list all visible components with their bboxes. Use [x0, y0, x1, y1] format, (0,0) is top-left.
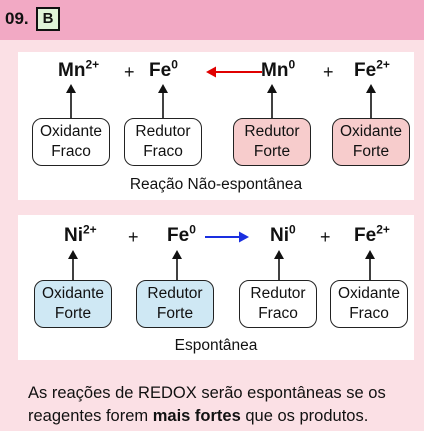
species-fe0: Fe$^0$: [149, 57, 178, 81]
species-ni2plus: $Ni^{2+}$: [64, 222, 97, 246]
label-box-weak-oxidant: Oxidante Fraco: [32, 118, 110, 166]
up-arrow-icon: [66, 250, 80, 280]
plus-sign: +: [323, 62, 334, 82]
plus-sign: +: [320, 227, 331, 247]
caption-spontaneous: Espontânea: [174, 337, 258, 354]
reaction-arrow-left: [206, 65, 264, 79]
reaction-arrow-right: [205, 230, 249, 244]
label-box-weak-oxidant: Oxidante Fraco: [330, 280, 408, 328]
reaction-panel-spontaneous: [18, 215, 414, 360]
label-box-strong-reductant: Redutor Forte: [233, 118, 311, 166]
label-box-weak-reductant: Redutor Fraco: [239, 280, 317, 328]
label-box-strong-oxidant: Oxidante Forte: [34, 280, 112, 328]
reaction-panel-nonspontaneous: [18, 52, 414, 200]
label-box-strong-oxidant: Oxidante Forte: [332, 118, 410, 166]
up-arrow-icon: [272, 250, 286, 280]
emphasis-text: mais fortes: [152, 407, 241, 425]
up-arrow-icon: [363, 250, 377, 280]
plus-sign: +: [124, 62, 135, 82]
species-mn2plus: $Mn^{2+}$: [58, 57, 100, 81]
up-arrow-icon: [156, 84, 170, 118]
up-arrow-icon: [265, 84, 279, 118]
caption-nonspontaneous: Reação Não-espontânea: [129, 176, 303, 193]
species-fe0: Fe$^0$: [167, 222, 196, 246]
species-fe2plus: $Fe^{2+}$: [354, 222, 390, 246]
up-arrow-icon: [170, 250, 184, 280]
up-arrow-icon: [64, 84, 78, 118]
species-mn0: Mn$^0$: [261, 57, 296, 81]
answer-badge: B: [36, 7, 60, 31]
question-number: 09.: [5, 9, 29, 28]
up-arrow-icon: [364, 84, 378, 118]
plus-sign: +: [128, 227, 139, 247]
label-box-strong-reductant: Redutor Forte: [136, 280, 214, 328]
species-fe2plus: $Fe^{2+}$: [354, 57, 390, 81]
explanation-text: As reações de REDOX serão espontâneas se os reagentes forem mais fortes que os produtos.: [28, 384, 386, 425]
species-ni0: Ni$^0$: [270, 222, 296, 246]
label-box-weak-reductant: Redutor Fraco: [124, 118, 202, 166]
question-header: [0, 0, 424, 40]
